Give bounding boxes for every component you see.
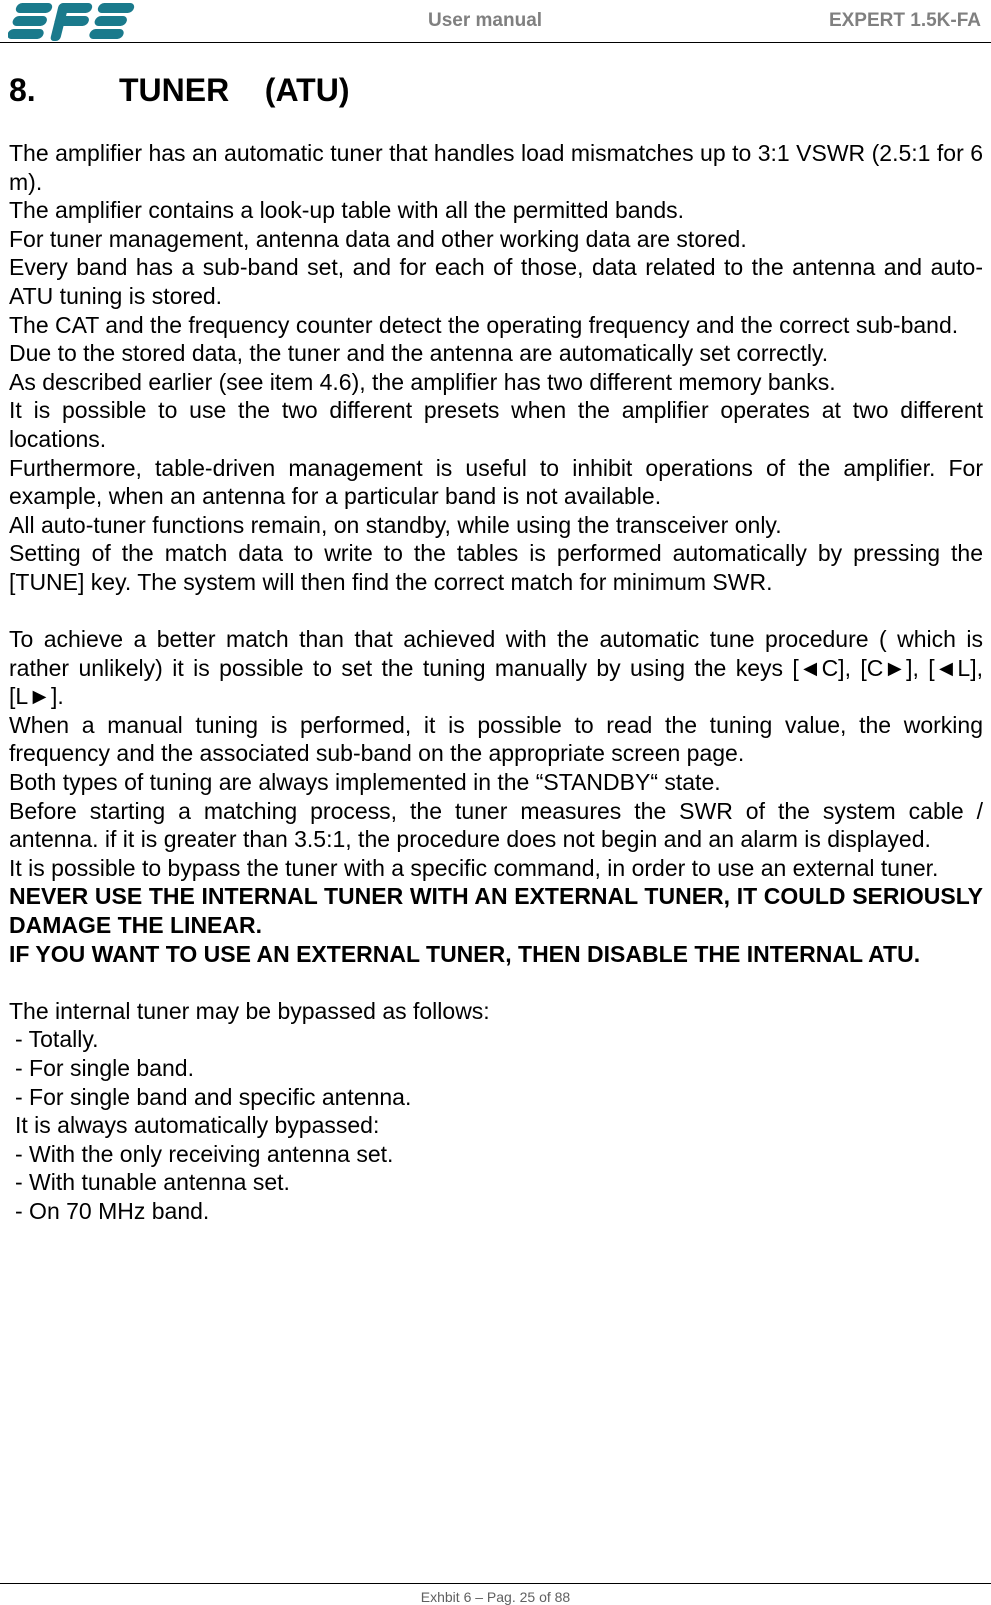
page-footer: Exhbit 6 – Pag. 25 of 88 (420, 1589, 571, 1605)
warning-text: IF YOU WANT TO USE AN EXTERNAL TUNER, THEN DISABLE THE INTERNAL ATU. (9, 940, 921, 967)
paragraph: It is possible to bypass the tuner with a specific command, in order to use an external tuner. (9, 854, 939, 881)
paragraph: The amplifier contains a look-up table with all the permitted bands. (9, 197, 685, 224)
footer-divider (0, 1583, 991, 1584)
list-item: - With tunable antenna set. (15, 1169, 290, 1196)
list-item: - For single band and specific antenna. (15, 1083, 412, 1110)
list-item: - With the only receiving antenna set. (15, 1140, 394, 1167)
paragraph: To achieve a better match than that achieved with the automatic tune procedure ( which is rather unlikely) it is possible to set the tuning manually by using the keys [◄C], [C►], [◄L], [L►]. (9, 626, 983, 710)
paragraph: The CAT and the frequency counter detect the operating frequency and the correct sub-band. (9, 311, 959, 338)
warning-text: NEVER USE THE INTERNAL TUNER WITH AN EXTERNAL TUNER, IT COULD SERIOUSLY DAMAGE THE LINEAR. (9, 883, 983, 939)
header-model-name: EXPERT 1.5K-FA (828, 10, 981, 31)
section-heading (9, 72, 349, 109)
header-divider (0, 42, 991, 43)
section-title: TUNER (ATU) (119, 72, 350, 108)
page-header (0, 0, 991, 43)
spacer (9, 968, 983, 997)
paragraph: For tuner management, antenna data and other working data are stored. (9, 225, 747, 252)
list-item: - Totally. (15, 1026, 99, 1053)
bypass-intro: The internal tuner may be bypassed as follows: (9, 997, 490, 1024)
paragraph: The amplifier has an automatic tuner that handles load mismatches up to 3:1 VSWR (2.5:1 for 6 m). (9, 140, 983, 195)
paragraph: Every band has a sub-band set, and for each of those, data related to the antenna and auto-ATU tuning is stored. (9, 254, 983, 309)
spacer (9, 597, 983, 626)
paragraph: Due to the stored data, the tuner and the antenna are automatically set correctly. (9, 340, 829, 367)
list-item: - On 70 MHz band. (15, 1197, 210, 1224)
paragraph: When a manual tuning is performed, it is possible to read the tuning value, the working frequency and the associated sub-band on the appropriate screen page. (9, 711, 983, 767)
section-number: 8. (9, 72, 36, 108)
auto-bypass-intro: It is always automatically bypassed: (15, 1112, 380, 1139)
list-item: - For single band. (15, 1055, 194, 1081)
header-document-type: User manual (428, 10, 543, 31)
spe-logo (8, 0, 138, 42)
paragraph: Setting of the match data to write to the tables is performed automatically by pressing the [TUNE] key. The system will then find the correct match for minimum SWR. (9, 540, 983, 595)
paragraph: Before starting a matching process, the tuner measures the SWR of the system cable / antenna. if it is greater than 3.5:1, the procedure does not begin and an alarm is displayed. (9, 797, 983, 853)
section-body (9, 139, 983, 1226)
paragraph: It is possible to use the two different presets when the amplifier operates at two different locations. (9, 397, 983, 452)
paragraph: Furthermore, table-driven management is useful to inhibit operations of the amplifier. For example, when an antenna for a particular band is not available. (9, 454, 983, 510)
paragraph: Both types of tuning are always implemented in the “STANDBY“ state. (9, 769, 721, 796)
paragraph: All auto-tuner functions remain, on standby, while using the transceiver only. (9, 511, 782, 538)
paragraph: As described earlier (see item 4.6), the amplifier has two different memory banks. (9, 368, 836, 395)
